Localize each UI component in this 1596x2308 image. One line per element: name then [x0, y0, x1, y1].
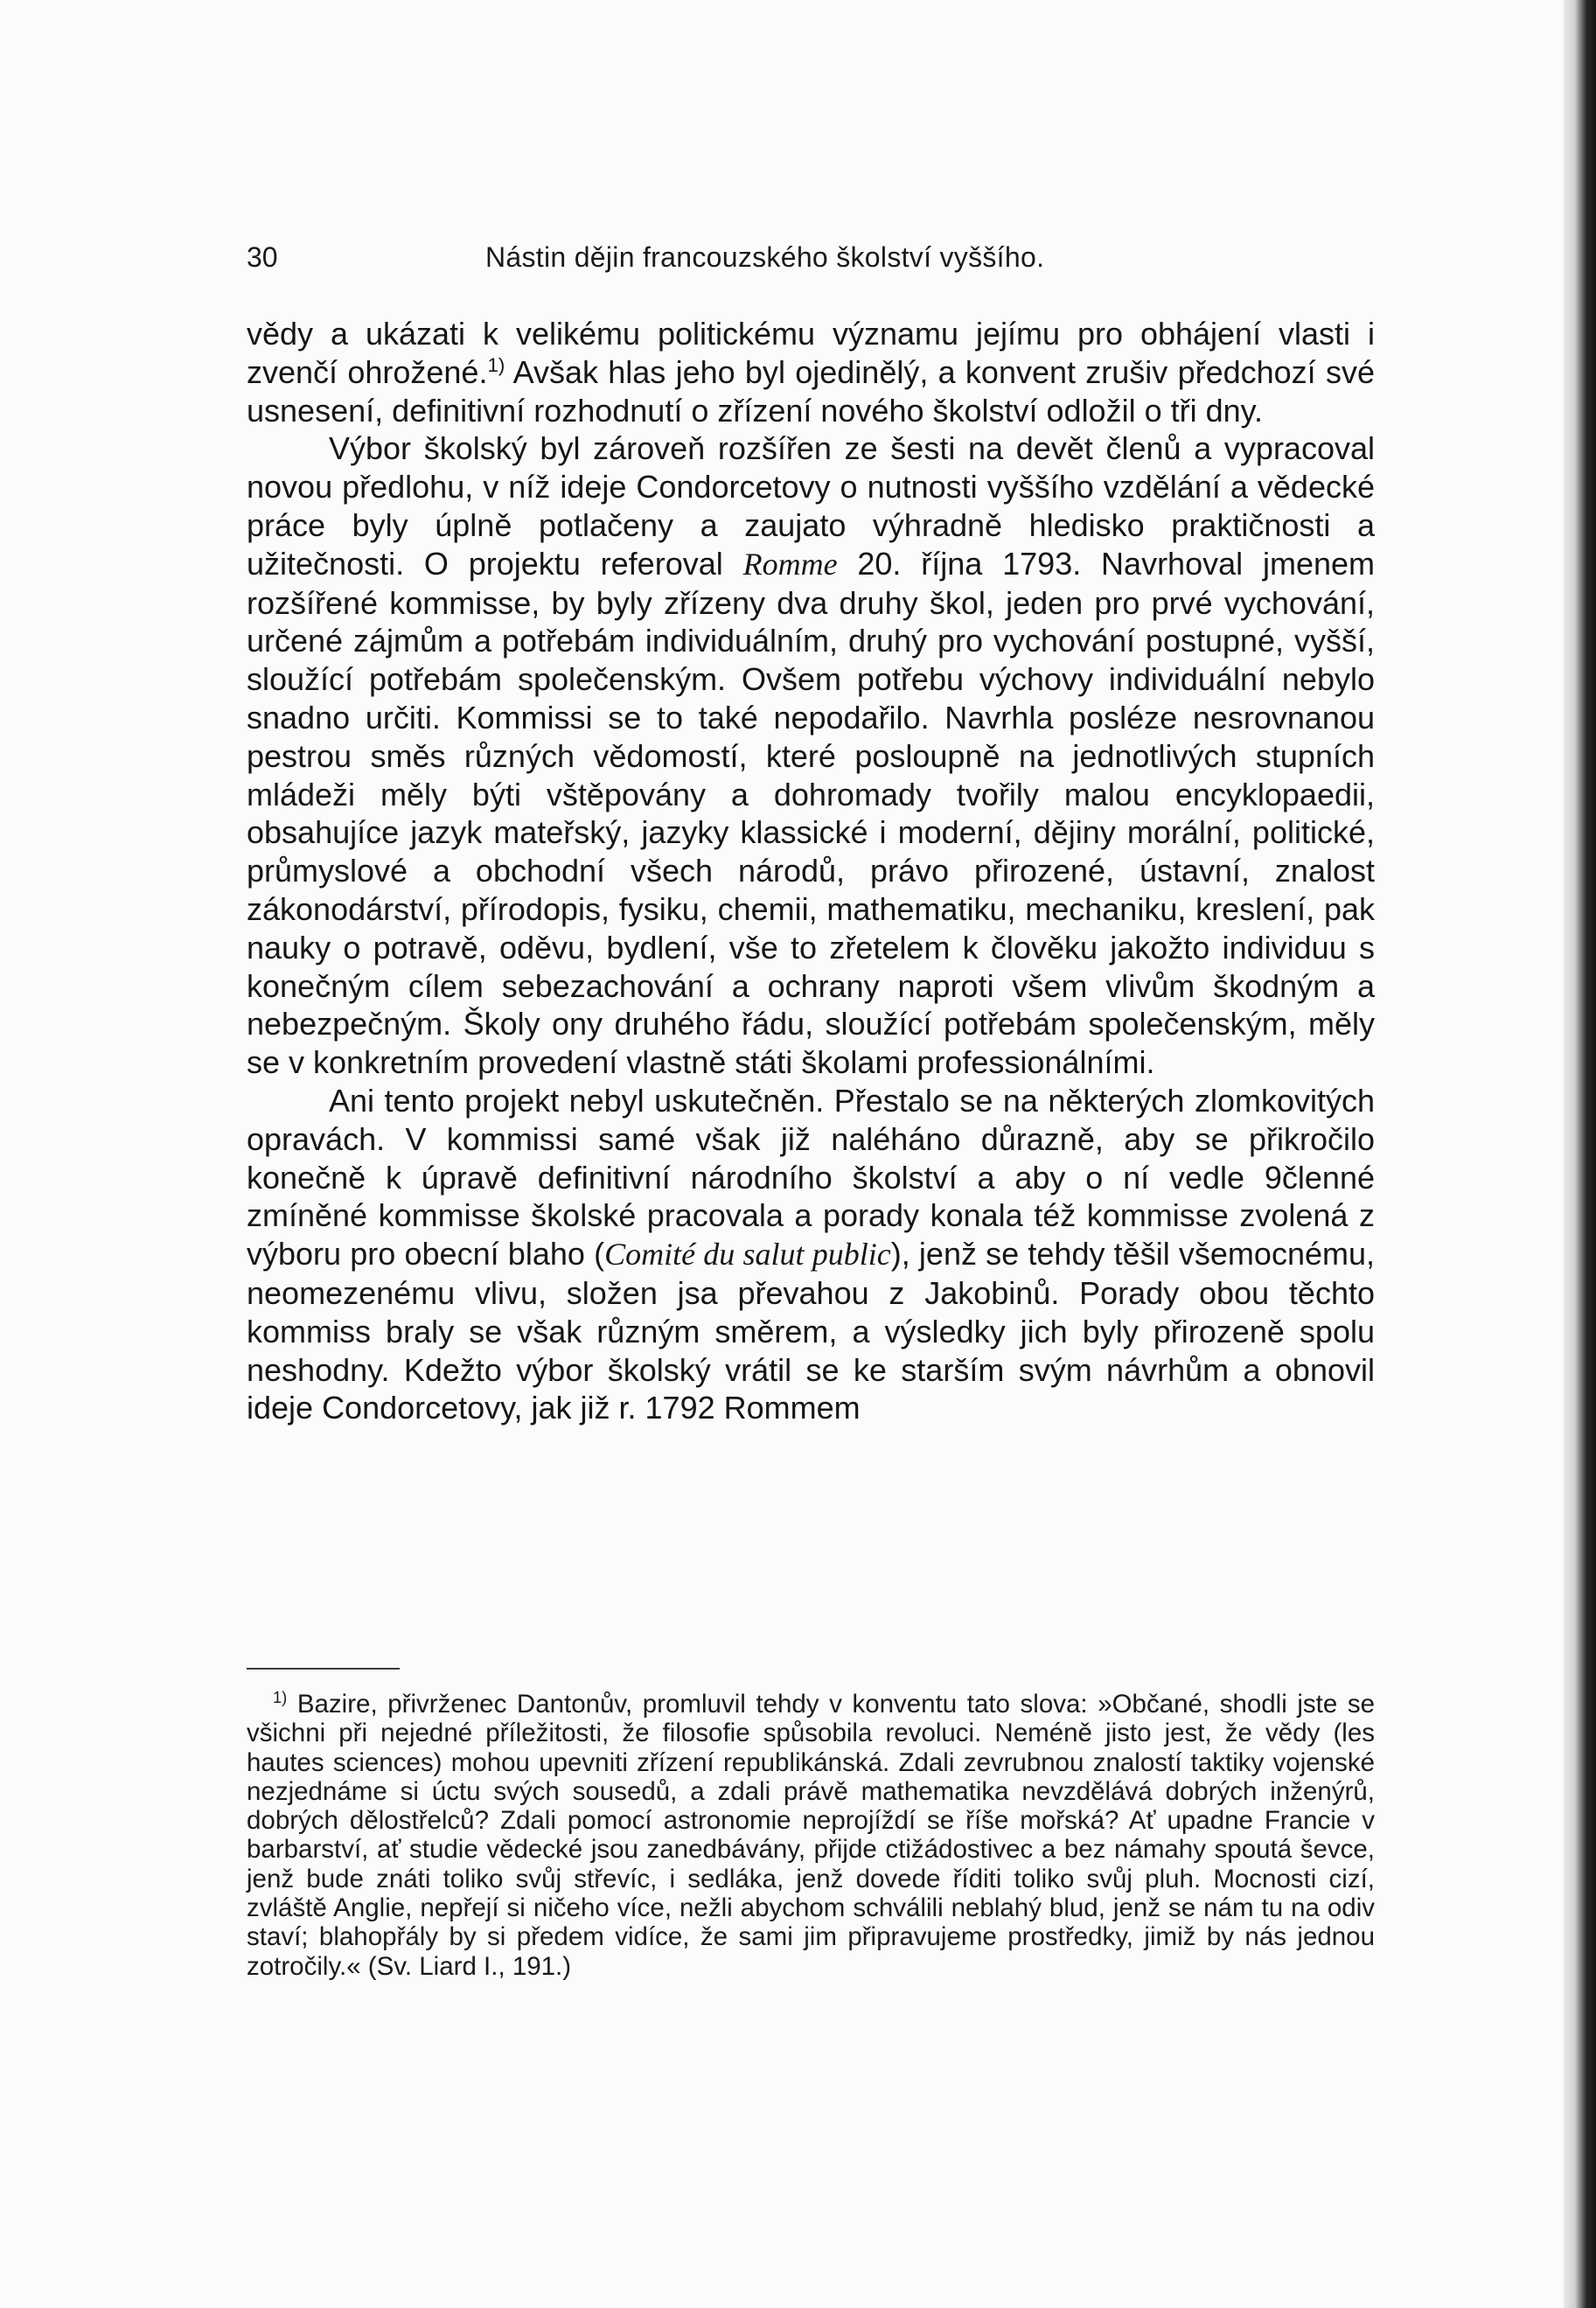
footnote-reference: 1) — [487, 353, 505, 376]
running-title: Nástin dějin francouzského školství vyššího. — [485, 241, 1045, 273]
scan-edge — [1564, 0, 1596, 2308]
page-number: 30 — [247, 241, 278, 273]
footnote-1 — [247, 1690, 1375, 1981]
footnote-1-text: Bazire, přivrženec Dantonův, promluvil tehdy v konventu tato slova: »Občané, shodli jste se všichni při nejedné příležitosti, že filosofie spůsobila revoluci. Neméně jisto jest, že vědy (les hautes sciences) mohou upevniti zřízení republikánská. Zdali zevrubnou znalostí taktiky vojenské nezjednáme si úctu svých sousedů, a zdali právě mathematika nevzdělává dobrých inženýrů, dobrých dělostřelců? Zdali pomocí astronomie neprojíždí se říše mořská? Ať upadne Francie v barbarství, ať studie vědecké jsou zanedbávány, přijde ctižádostivec a bez námahy spoutá ševce, jenž bude znáti toliko svůj střevíc, i sedláka, jenž dovede říditi toliko svůj pluh. Mocnosti cizí, zvláště Anglie, nepřejí si ničeho více, nežli abychom schválili neblahý blud, jenž se nám tu na odiv staví; blahopřály by si předem vidíce, že sami jim připravujeme prostředky, jimiž by nás jednou zotročily.« (Sv. Liard I., 191.) — [247, 1690, 1375, 1981]
paragraph-1-text-a: vědy a ukázati k velikému politickému významu jejímu pro obhájení vlasti i zvenčí ohrožené. — [247, 316, 1375, 390]
paragraph-3-text-a: Ani tento projekt nebyl uskutečněn. Přestalo se na některých zlomkovitých opravách. V kommissi samé však již naléháno důrazně, aby se přikročilo konečně k úpravě definitivní národního školství a aby o ní vedle 9členné zmíněné kommisse školské pracovala a porady konala též kommisse zvolená z výboru pro obecní blaho ( — [247, 1082, 1375, 1273]
footnote-marker: 1) — [273, 1688, 288, 1707]
paragraph-2-text-a: Výbor školský byl zároveň rozšířen ze šesti na devět členů a vypracoval novou předlohu, v níž ideje Condorcetovy o nutnosti vyššího vzdělání a vědecké práce byly úplně potlačeny a zaujato výhradně hledisko praktičnosti a užitečnosti. O projektu referoval — [247, 430, 1375, 582]
paragraph-2-text-b: 20. října 1793. Navrhoval jmenem rozšířené kommisse, by byly zřízeny dva druhy škol, jeden pro prvé vychování, určené zájmům a potřebám individuálním, druhý pro vychování postupné, vyšší, sloužící potřebám společenským. Ovšem potřebu výchovy individuální nebylo snadno určiti. Kommissi se to také nepodařilo. Navrhla posléze nesrovnanou pestrou směs různých vědomostí, které posloupně na jednotlivých stupních mládeži měly býti vštěpovány a dohromady tvořily malou encyklopaedii, obsahujíce jazyk mateřský, jazyky klassické i moderní, dějiny morální, politické, průmyslové a obchodní všech národů, právo přirozené, ústavní, znalost zákonodárství, přírodopis, fysiku, chemii, mathematiku, mechaniku, kreslení, pak nauky o potravě, oděvu, bydlení, vše to zřetelem k člověku jakožto individuu s konečným cílem sebezachování a ochrany naproti všem vlivům škodným a nebezpečným. Školy ony druhého řádu, sloužící potřebám společenským, měly se v konkretním provedení vlastně státi školami professionálními. — [247, 545, 1375, 1081]
person-name-romme: Romme — [742, 546, 838, 582]
page-header — [247, 241, 1375, 285]
footnote-block — [247, 1690, 1375, 1981]
footnote-divider — [247, 1668, 400, 1670]
paragraph-2 — [247, 429, 1375, 1082]
main-text — [247, 315, 1375, 1427]
paragraph-1-text-b: Avšak hlas jeho byl ojedinělý, a konvent zrušiv předchozí své usnesení, definitivní rozhodnutí o zřízení nového školství odložil o tři dny. — [247, 353, 1375, 429]
paragraph-3-text-b: ), jenž se tehdy těšil všemocnému, neomezenému vlivu, složen jsa převahou z Jakobinů. Porady obou těchto kommiss braly se však různým směrem, a výsledky jich byly přirozeně spolu neshodny. Kdežto výbor školský vrátil se ke starším svým návrhům a obnovil ideje Condorcetovy, jak již r. 1792 Rommem — [247, 1236, 1375, 1426]
paragraph-1 — [247, 315, 1375, 429]
paragraph-3 — [247, 1082, 1375, 1427]
committee-name: Comité du salut public — [604, 1237, 891, 1273]
